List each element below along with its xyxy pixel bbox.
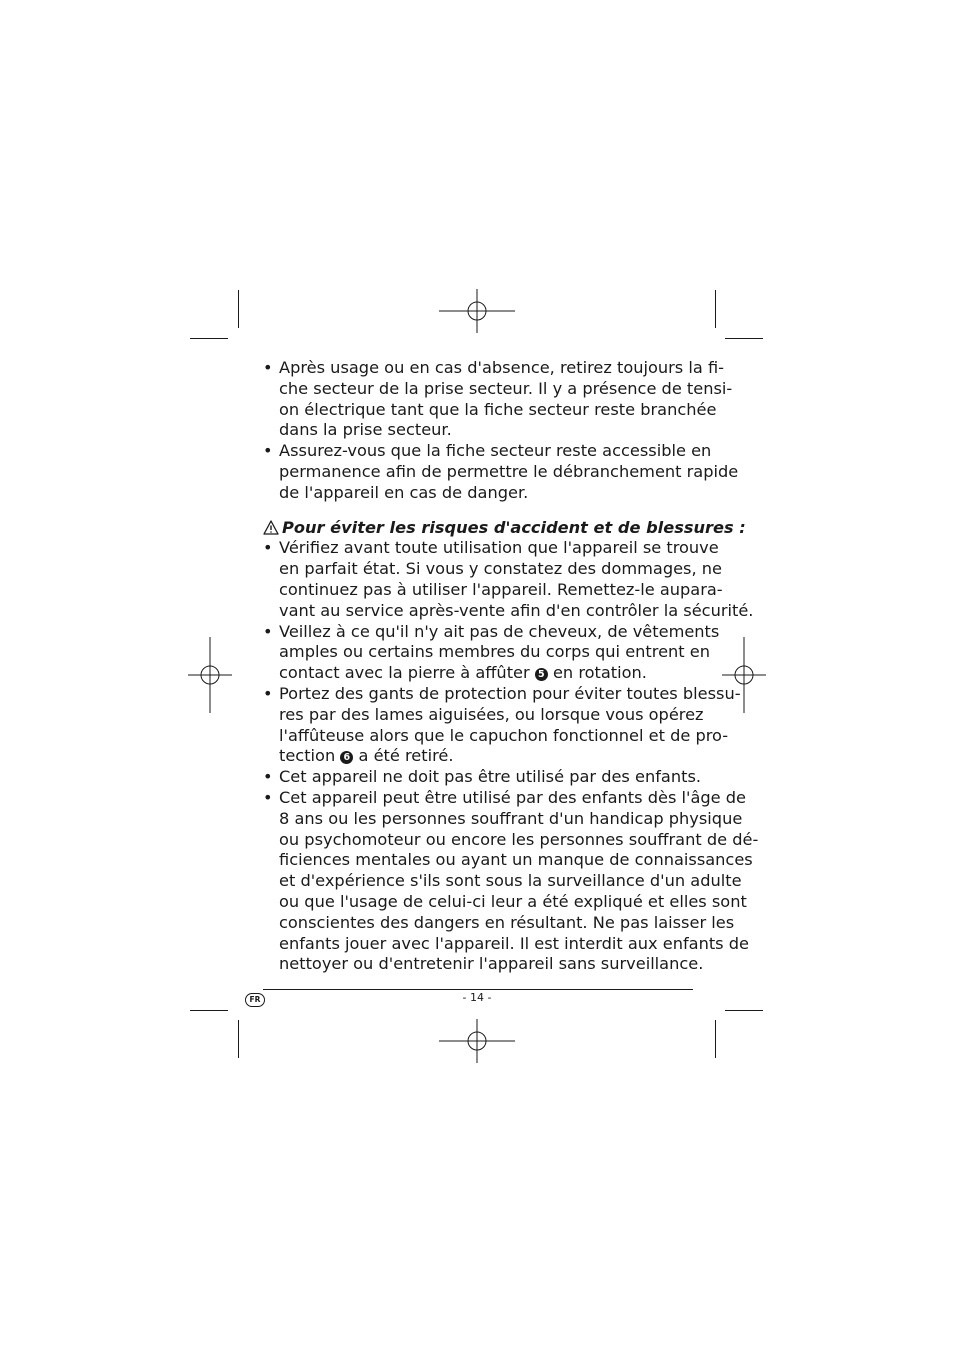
list-item — [263, 358, 733, 441]
text-line: continuez pas à utiliser l'appareil. Remettez-le aupara- — [279, 579, 723, 599]
list-item — [263, 538, 754, 621]
text-line: che secteur de la prise secteur. Il y a présence de tensi- — [279, 378, 733, 398]
text-line: • Vérifiez avant toute utilisation que l'appareil se trouve — [279, 538, 719, 558]
registration-mark-icon — [439, 1003, 515, 1079]
registration-mark-icon — [172, 637, 248, 713]
footer-divider — [263, 989, 693, 990]
crop-mark — [715, 290, 716, 328]
text-line: dans la prise secteur. — [279, 420, 452, 440]
heading-text: Pour éviter les risques d'accident et de blessures : — [282, 517, 746, 537]
text-line: on électrique tant que la fiche secteur reste branchée — [279, 399, 717, 419]
text-line: ou que l'usage de celui-ci leur a été expliqué et elles sont — [279, 891, 747, 911]
text-line: • Cet appareil ne doit pas être utilisé par des enfants. — [279, 767, 702, 787]
part-number-badge: 5 — [535, 668, 548, 681]
crop-mark — [725, 338, 763, 339]
text-line: de l'appareil en cas de danger. — [279, 482, 529, 502]
section-heading — [263, 517, 746, 539]
text-line: ou psychomoteur ou encore les personnes souffrant de dé- — [279, 829, 759, 849]
text-line: • Assurez-vous que la fiche secteur reste accessible en — [279, 441, 712, 461]
part-number-badge: 6 — [340, 751, 353, 764]
crop-mark — [190, 338, 228, 339]
text-line — [279, 746, 695, 767]
text-line — [279, 663, 695, 684]
page-number: - 14 - — [462, 991, 492, 1004]
text-fragment: contact avec la pierre à affûter — [279, 663, 535, 683]
text-line: enfants jouer avec l'appareil. Il est interdit aux enfants de — [279, 933, 749, 953]
list-item — [263, 441, 739, 503]
crop-mark — [238, 1020, 239, 1058]
warning-triangle-icon — [263, 520, 279, 535]
text-line: • Veillez à ce qu'il n'y ait pas de cheveux, de vêtements — [279, 621, 720, 641]
text-line: 8 ans ou les personnes souffrant d'un handicap physique — [279, 808, 743, 828]
text-line: et d'expérience s'ils sont sous la surveillance d'un adulte — [279, 871, 742, 891]
crop-mark — [190, 1010, 228, 1011]
text-fragment: tection — [279, 746, 341, 766]
crop-mark — [725, 1010, 763, 1011]
list-item — [263, 767, 702, 788]
text-line: conscientes des dangers en résultant. Ne pas laisser les — [279, 912, 735, 932]
text-line: • Portez des gants de protection pour éviter toutes blessu- — [279, 683, 741, 703]
page-content — [263, 358, 759, 975]
text-line: en parfait état. Si vous y constatez des dommages, ne — [279, 559, 722, 579]
list-item — [263, 683, 741, 767]
text-line: l'affûteuse alors que le capuchon fonctionnel et de pro- — [279, 725, 729, 745]
text-line: vant au service après-vente afin d'en contrôler la sécurité. — [279, 600, 754, 620]
text-line: nettoyer ou d'entretenir l'appareil sans surveillance. — [279, 954, 704, 974]
text-line: • Cet appareil peut être utilisé par des enfants dès l'âge de — [279, 787, 747, 807]
text-line: permanence afin de permettre le débranchement rapide — [279, 461, 739, 481]
text-line: ficiences mentales ou ayant un manque de connaissances — [279, 850, 753, 870]
crop-mark — [238, 290, 239, 328]
registration-mark-icon — [439, 273, 515, 349]
text-line: • Après usage ou en cas d'absence, retirez toujours la fi- — [279, 358, 724, 377]
text-line: res par des lames aiguisées, ou lorsque vous opérez — [279, 704, 704, 724]
list-item — [263, 621, 720, 684]
text-fragment: en rotation. — [547, 663, 647, 683]
text-line: amples ou certains membres du corps qui entrent en — [279, 642, 710, 662]
language-badge: FR — [245, 993, 265, 1007]
text-fragment: a été retiré. — [353, 746, 454, 766]
list-item — [263, 787, 759, 975]
crop-mark — [715, 1020, 716, 1058]
